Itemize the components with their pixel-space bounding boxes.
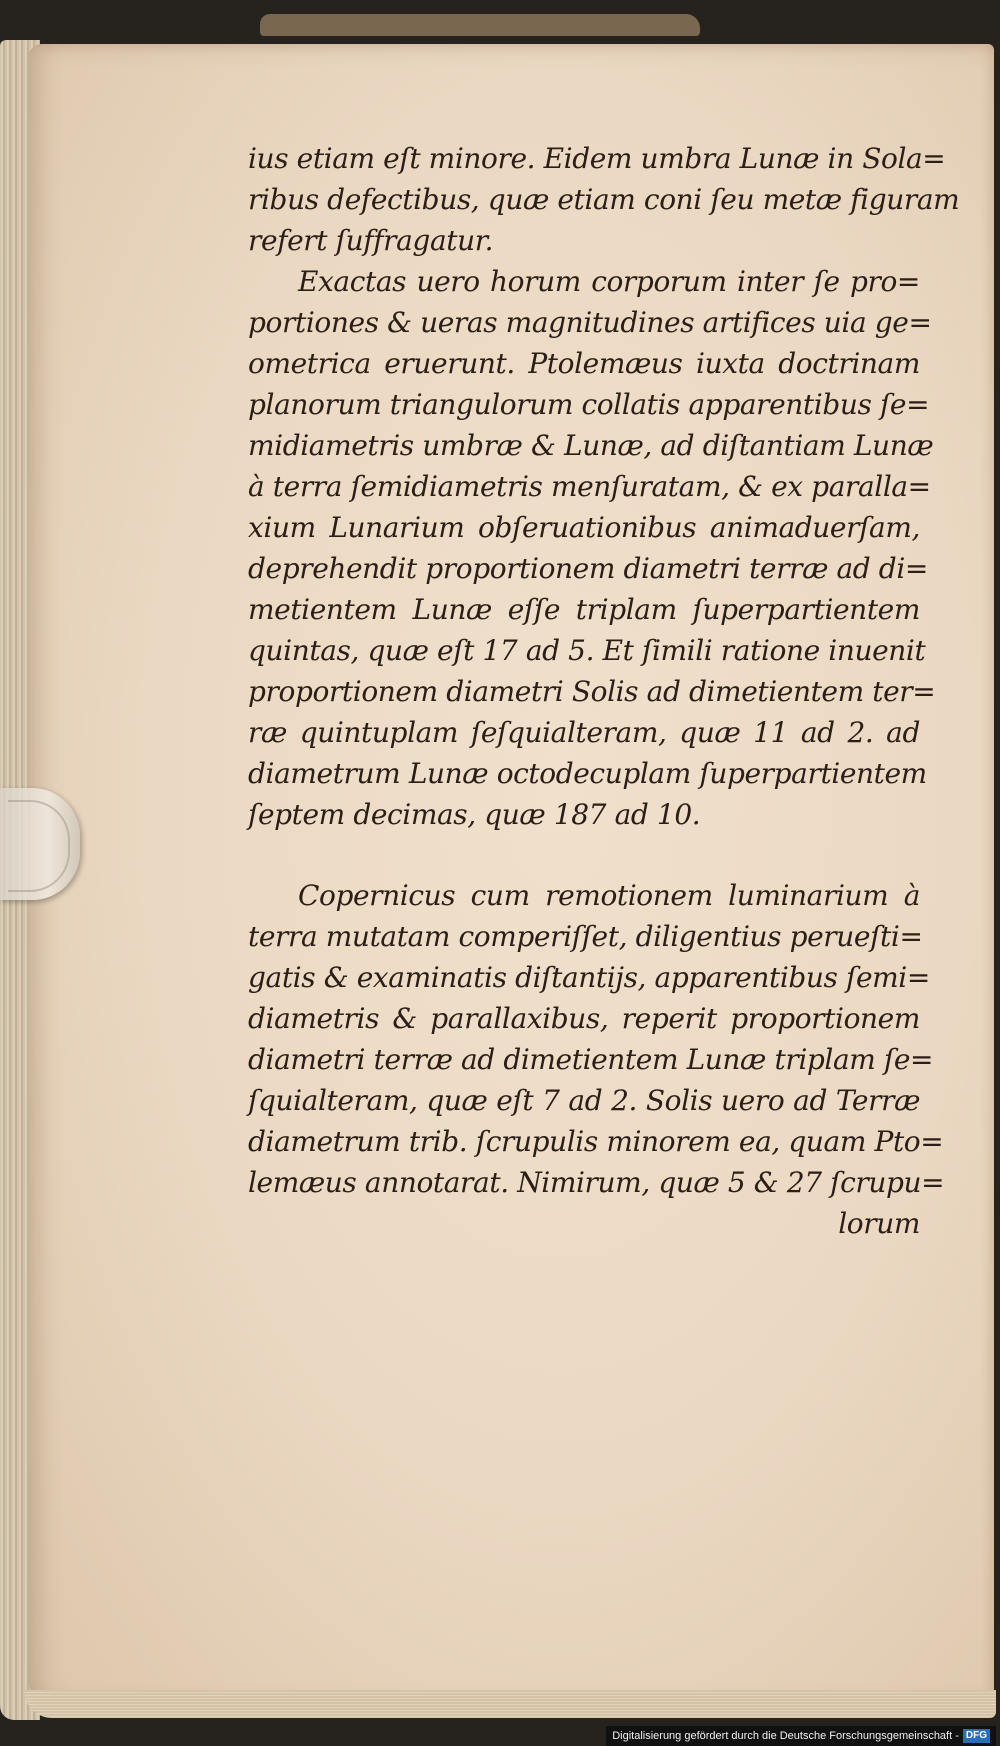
paragraph-2 xyxy=(248,261,936,835)
text-line: diametrum trib. ſcrupulis minorem ea, quam Pto= xyxy=(248,1125,944,1158)
book-top-edge xyxy=(260,14,700,36)
book-page-stack-bottom xyxy=(24,1690,996,1718)
dfg-logo: DFG xyxy=(963,1729,990,1743)
text-line: portiones & ueras magnitudines artifices uia ge= xyxy=(248,306,932,339)
text-line: proportionem diametri Solis ad dimetientem ter= xyxy=(248,675,936,708)
catchword: lorum xyxy=(838,1207,920,1240)
text-line: à terra ſemidiametris menſuratam, & ex paralla= xyxy=(248,470,931,503)
text-line: metientem Lunæ eſſe triplam ſuperpartientem xyxy=(248,593,920,626)
text-line: midiametris umbræ & Lunæ, ad diſtantiam Lunæ xyxy=(248,429,934,462)
page-clip xyxy=(0,788,80,900)
text-line: terra mutatam comperiſſet, diligentius perueſti= xyxy=(248,920,923,953)
text-line: diametrum Lunæ octodecuplam ſuperpartientem xyxy=(248,757,927,790)
text-line: ſquialteram, quæ eſt 7 ad 2. Solis uero ad Terræ xyxy=(248,1084,920,1117)
text-line: ribus defectibus, quæ etiam coni ſeu metæ figuram xyxy=(248,183,960,216)
text-line: ræ quintuplam ſeſquialteram, quæ 11 ad 2. ad xyxy=(248,716,920,749)
text-line: xium Lunarium obſeruationibus animaduerſam, xyxy=(248,511,920,544)
text-line: ius etiam eſt minore. Eidem umbra Lunæ in Sola= xyxy=(248,142,946,175)
text-line: Copernicus cum remotionem luminarium à xyxy=(298,879,920,912)
paragraph-gap xyxy=(248,835,920,875)
paragraph-3 xyxy=(248,875,945,1203)
text-line: refert ſuffragatur. xyxy=(248,224,494,257)
text-line: ſeptem decimas, quæ 187 ad 10. xyxy=(248,798,701,831)
digitization-footer xyxy=(606,1726,996,1746)
text-line: gatis & examinatis diſtantijs, apparentibus ſemi= xyxy=(248,961,930,994)
text-line: ometrica eruerunt. Ptolemæus iuxta doctrinam xyxy=(248,347,920,380)
footer-text: Digitalisierung gefördert durch die Deutsche Forschungsgemeinschaft - xyxy=(612,1730,959,1742)
text-line: lemæus annotarat. Nimirum, quæ 5 & 27 ſcrupu= xyxy=(248,1166,945,1199)
text-line: deprehendit proportionem diametri terræ ad di= xyxy=(248,552,928,585)
text-line: Exactas uero horum corporum inter ſe pro= xyxy=(298,265,920,298)
paragraph-1 xyxy=(248,138,960,261)
text-line: diametris & parallaxibus, reperit proportionem xyxy=(248,1002,920,1035)
text-line: diametri terræ ad dimetientem Lunæ triplam ſe= xyxy=(248,1043,934,1076)
page-text xyxy=(248,138,960,1244)
text-line: planorum triangulorum collatis apparentibus ſe= xyxy=(248,388,930,421)
text-line: quintas, quæ eſt 17 ad 5. Et ſimili ratione inuenit xyxy=(248,634,926,667)
